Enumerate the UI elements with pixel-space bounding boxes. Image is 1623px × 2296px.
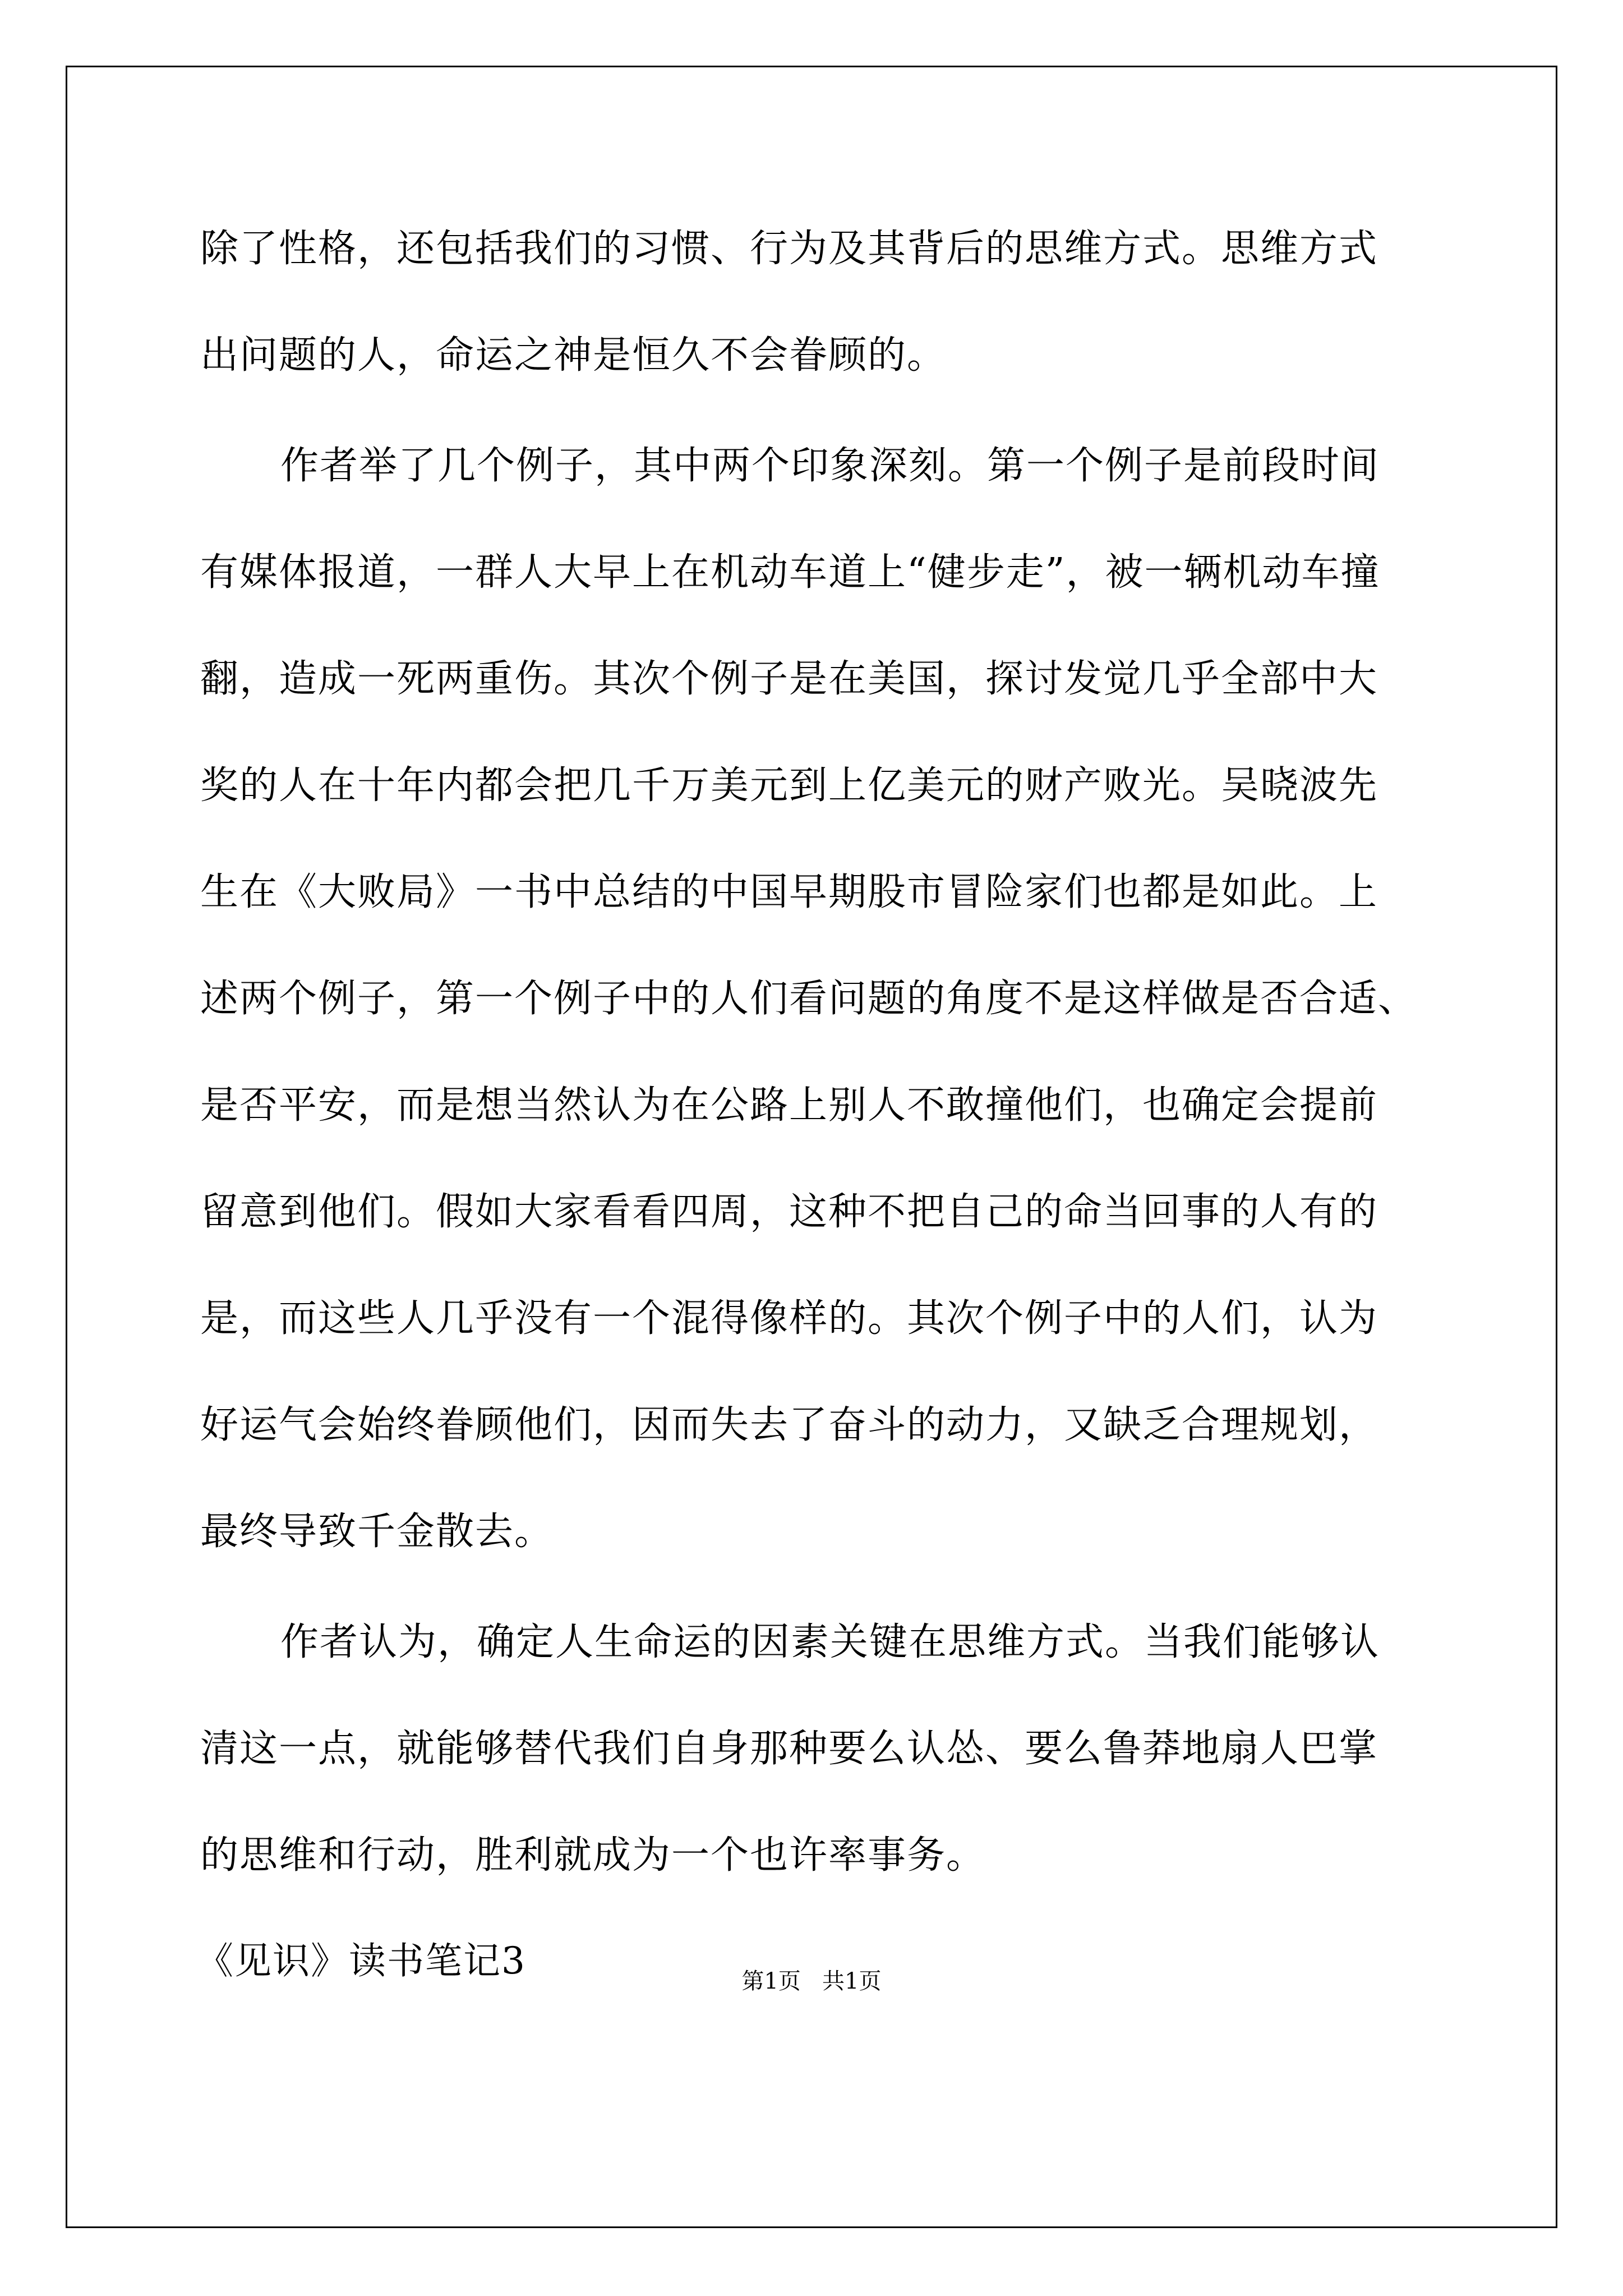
body-line: 最终导致千金散去。: [200, 1510, 554, 1554]
body-line: 述两个例子，第一个例子中的人们看问题的角度不是这样做是否合适、: [200, 977, 1418, 1021]
body-line: 翻，造成一死两重伤。其次个例子是在美国，探讨发觉几乎全部中大: [200, 657, 1378, 701]
body-line: 是否平安，而是想当然认为在公路上别人不敢撞他们，也确定会提前: [200, 1083, 1378, 1128]
body-line: 奖的人在十年内都会把几千万美元到上亿美元的财产败光。吴晓波先: [200, 763, 1378, 808]
page-border: [66, 66, 1557, 2228]
section-heading: 《见识》读书笔记3: [196, 1939, 526, 1982]
body-line: 有媒体报道，一群人大早上在机动车道上“健步走”，被一辆机动车撞: [200, 550, 1380, 595]
body-line: 清这一点，就能够替代我们自身那种要么认怂、要么鲁莽地扇人巴掌: [200, 1727, 1378, 1771]
body-line: 是，而这些人几乎没有一个混得像样的。其次个例子中的人们，认为: [200, 1296, 1378, 1341]
body-line: 除了性格，还包括我们的习惯、行为及其背后的思维方式。思维方式: [200, 227, 1378, 271]
body-line: 生在《大败局》一书中总结的中国早期股市冒险家们也都是如此。上: [200, 870, 1378, 914]
body-line: 好运气会始终眷顾他们，因而失去了奋斗的动力，又缺乏合理规划，: [200, 1403, 1378, 1447]
paragraph-first-line: 作者认为，确定人生命运的因素关键在思维方式。当我们能够认: [280, 1620, 1380, 1664]
body-line: 留意到他们。假如大家看看四周，这种不把自己的命当回事的人有的: [200, 1190, 1378, 1234]
paragraph-first-line: 作者举了几个例子，其中两个印象深刻。第一个例子是前段时间: [280, 444, 1380, 488]
page-number-footer: 第1页 共1页: [741, 1968, 882, 1994]
body-line: 的思维和行动，胜利就成为一个也许率事务。: [200, 1833, 986, 1878]
body-line: 出问题的人，命运之神是恒久不会眷顾的。: [200, 333, 947, 378]
